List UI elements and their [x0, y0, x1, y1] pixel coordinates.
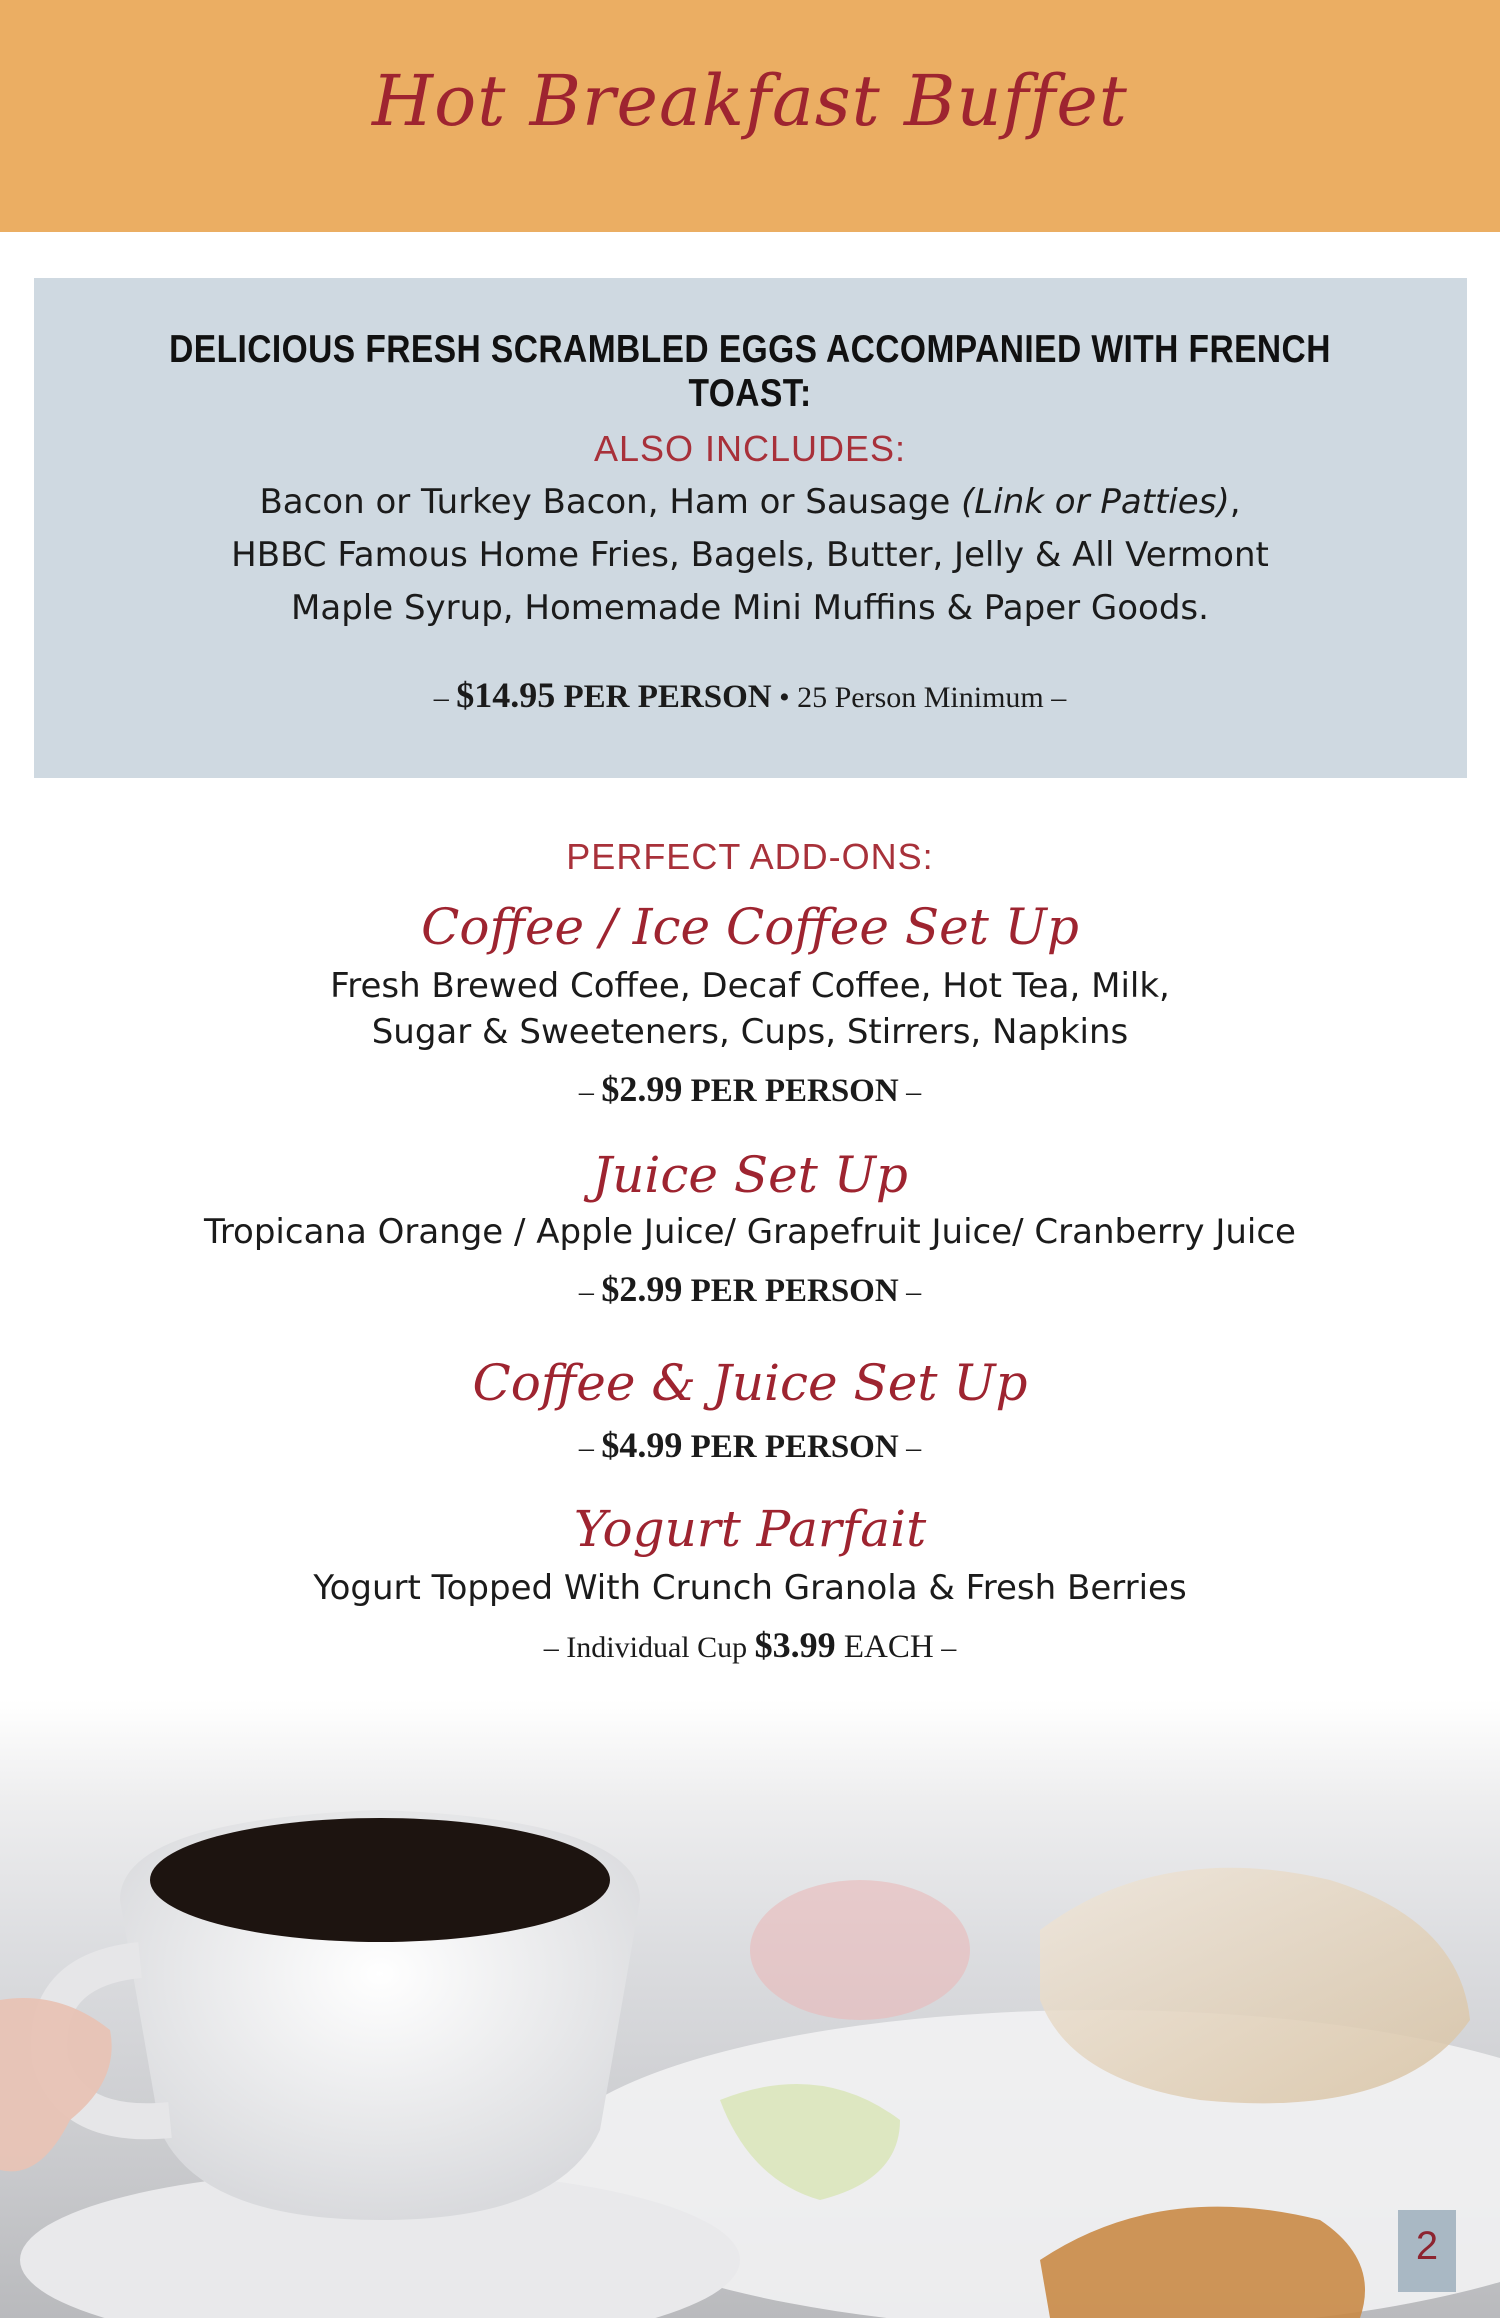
price-prefix: –	[433, 681, 457, 714]
price-unit: PER PERSON	[682, 1073, 899, 1109]
addon-title-coffee: Coffee / Ice Coffee Set Up	[421, 898, 1079, 956]
addon-title-yogurt: Yogurt Parfait	[573, 1500, 927, 1558]
price-prefix: –	[578, 1075, 602, 1108]
price-amount: $2.99	[601, 1269, 683, 1309]
addon-desc-coffee-1: Fresh Brewed Coffee, Decaf Coffee, Hot Tea, Milk,	[330, 966, 1170, 1006]
price-prefix: –	[578, 1431, 602, 1464]
addon-desc-yogurt-1: Yogurt Topped With Crunch Granola & Fresh Berries	[313, 1568, 1187, 1608]
price-unit: EACH	[835, 1629, 934, 1665]
price-suffix: –	[898, 1275, 922, 1308]
price-suffix: –	[933, 1631, 957, 1664]
includes-line-3: Maple Syrup, Homemade Mini Muffins & Paper Goods.	[291, 588, 1209, 628]
addon-desc-coffee-2: Sugar & Sweeteners, Cups, Stirrers, Napkins	[371, 1012, 1129, 1052]
ham-shape	[750, 1880, 970, 2020]
page-number: 2	[1415, 2224, 1439, 2268]
intro-price-line	[0, 674, 1500, 716]
price-amount: $2.99	[601, 1069, 683, 1109]
price-prefix: – Individual Cup	[543, 1631, 755, 1664]
price-amount: $14.95	[456, 675, 556, 715]
price-unit: PER PERSON	[682, 1273, 899, 1309]
includes-line-1-comma: ,	[1229, 482, 1241, 522]
price-unit: PER PERSON	[682, 1429, 899, 1465]
page-title: Hot Breakfast Buffet	[372, 60, 1128, 142]
includes-line-2: HBBC Famous Home Fries, Bagels, Butter, Jelly & All Vermont	[231, 535, 1269, 575]
addon-price-yogurt	[0, 1624, 1500, 1666]
also-includes-label: ALSO INCLUDES:	[593, 428, 907, 469]
price-suffix: –	[898, 1075, 922, 1108]
breakfast-photo	[0, 1700, 1500, 2318]
price-suffix: • 25 Person Minimum –	[771, 681, 1067, 714]
addon-title-coffee-juice: Coffee & Juice Set Up	[472, 1354, 1028, 1412]
price-prefix: –	[578, 1275, 602, 1308]
price-amount: $4.99	[601, 1425, 683, 1465]
coffee-shape	[150, 1818, 610, 1942]
includes-line-1-text: Bacon or Turkey Bacon, Ham or Sausage	[259, 482, 962, 522]
breakfast-illustration	[0, 1700, 1500, 2318]
price-amount: $3.99	[754, 1625, 836, 1665]
price-unit: PER PERSON	[555, 679, 772, 715]
addon-desc-juice-1: Tropicana Orange / Apple Juice/ Grapefruit Juice/ Cranberry Juice	[204, 1212, 1296, 1252]
hand-shape	[0, 1998, 112, 2171]
addon-price-coffee	[0, 1068, 1500, 1110]
addon-price-coffee-juice	[0, 1424, 1500, 1466]
includes-line-1	[0, 476, 1500, 528]
includes-line-1-italic: (Link or Patties)	[961, 482, 1230, 522]
toast-shape	[1040, 1868, 1470, 2104]
intro-heading: DELICIOUS FRESH SCRAMBLED EGGS ACCOMPANIED WITH FRENCH TOAST:	[169, 328, 1331, 415]
addon-title-juice: Juice Set Up	[592, 1146, 908, 1204]
addon-price-juice	[0, 1268, 1500, 1310]
price-suffix: –	[898, 1431, 922, 1464]
addons-label: PERFECT ADD-ONS:	[566, 836, 934, 877]
